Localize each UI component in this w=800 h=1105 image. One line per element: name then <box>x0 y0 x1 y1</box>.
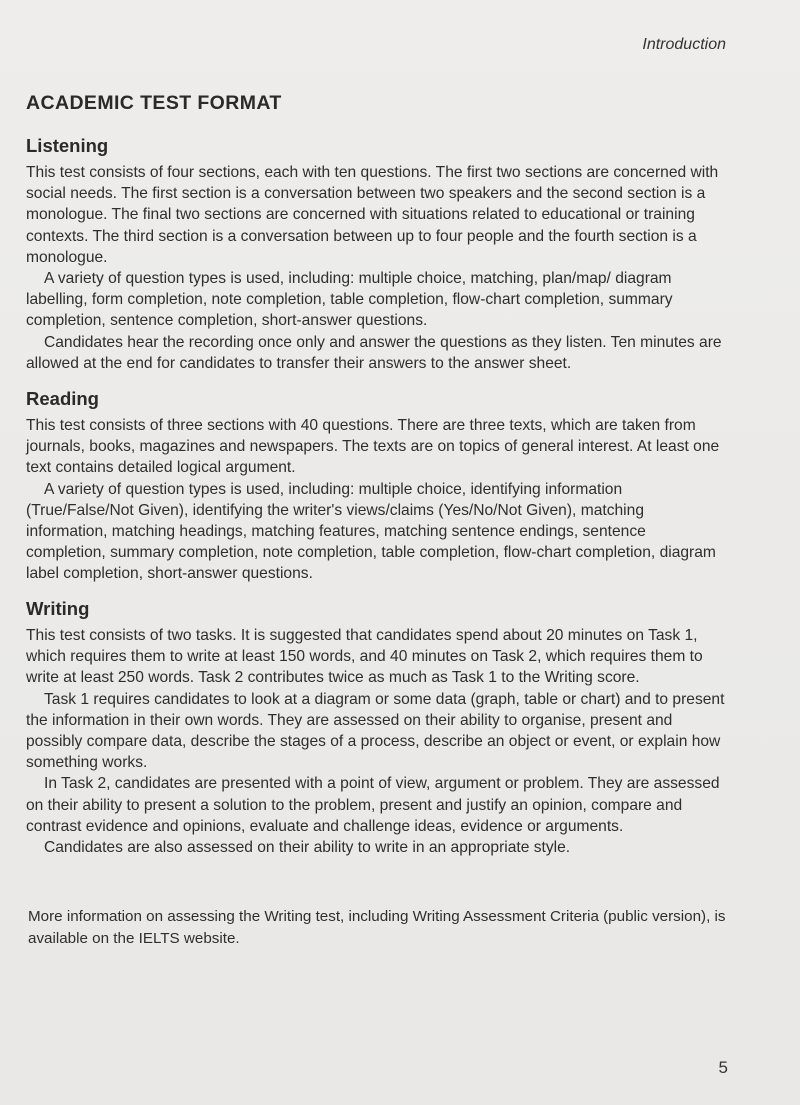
writing-section <box>26 597 726 858</box>
listening-heading: Listening <box>26 135 109 156</box>
writing-paragraph-2: Task 1 requires candidates to look at a diagram or some data (graph, table or chart) and to present the information in their own words. They are assessed on their ability to organise, present and possibly compare data, describe the stages of a process, describe an object or event, or explain how something works. <box>26 690 725 772</box>
more-info-note <box>28 906 728 949</box>
page-title: ACADEMIC TEST FORMAT <box>26 92 282 114</box>
writing-heading: Writing <box>26 598 90 619</box>
listening-section <box>26 134 726 374</box>
reading-paragraph-1: This test consists of three sections with 40 questions. There are three texts, which are taken from journals, books, magazines and newspapers. The texts are on topics of general interest. At least one text contains detailed logical argument. <box>26 417 720 477</box>
more-info-text: More information on assessing the Writing test, including Writing Assessment Criteria (public version), is available on the IELTS website. <box>28 908 726 947</box>
listening-paragraph-2: A variety of question types is used, including: multiple choice, matching, plan/map/ diagram labelling, form completion, note completion, table completion, flow-chart completion, summary completion, sentence completion, short-answer questions. <box>26 270 673 330</box>
reading-heading: Reading <box>26 388 99 409</box>
reading-paragraph-2: A variety of question types is used, including: multiple choice, identifying information (True/False/Not Given), identifying the writer's views/claims (Yes/No/Not Given), matching information, matching headings, matching features, matching sentence endings, sentence completion, summary completion, note completion, table completion, flow-chart completion, diagram label completion, short-answer questions. <box>26 480 716 583</box>
reading-section <box>26 387 726 585</box>
page-number: 5 <box>718 1058 728 1077</box>
writing-paragraph-4: Candidates are also assessed on their ability to write in an appropriate style. <box>44 839 571 857</box>
writing-paragraph-3: In Task 2, candidates are presented with a point of view, argument or problem. They are assessed on their ability to present a solution to the problem, present and justify an opinion, compare and contrast evidence and opinions, evaluate and challenge ideas, evidence or arguments. <box>26 775 720 835</box>
listening-paragraph-1: This test consists of four sections, each with ten questions. The first two sections are concerned with social needs. The first section is a conversation between two speakers and the second section is a monologue. The final two sections are concerned with situations related to educational or training contexts. The third section is a conversation between up to four people and the fourth section is a monologue. <box>26 164 719 266</box>
running-header: Introduction <box>642 36 726 53</box>
writing-paragraph-1: This test consists of two tasks. It is suggested that candidates spend about 20 minutes on Task 1, which requires them to write at least 150 words, and 40 minutes on Task 2, which requires them to write at least 250 words. Task 2 contributes twice as much as Task 1 to the Writing score. <box>26 627 703 687</box>
listening-paragraph-3: Candidates hear the recording once only and answer the questions as they listen. Ten minutes are allowed at the end for candidates to transfer their answers to the answer sheet. <box>26 333 722 372</box>
